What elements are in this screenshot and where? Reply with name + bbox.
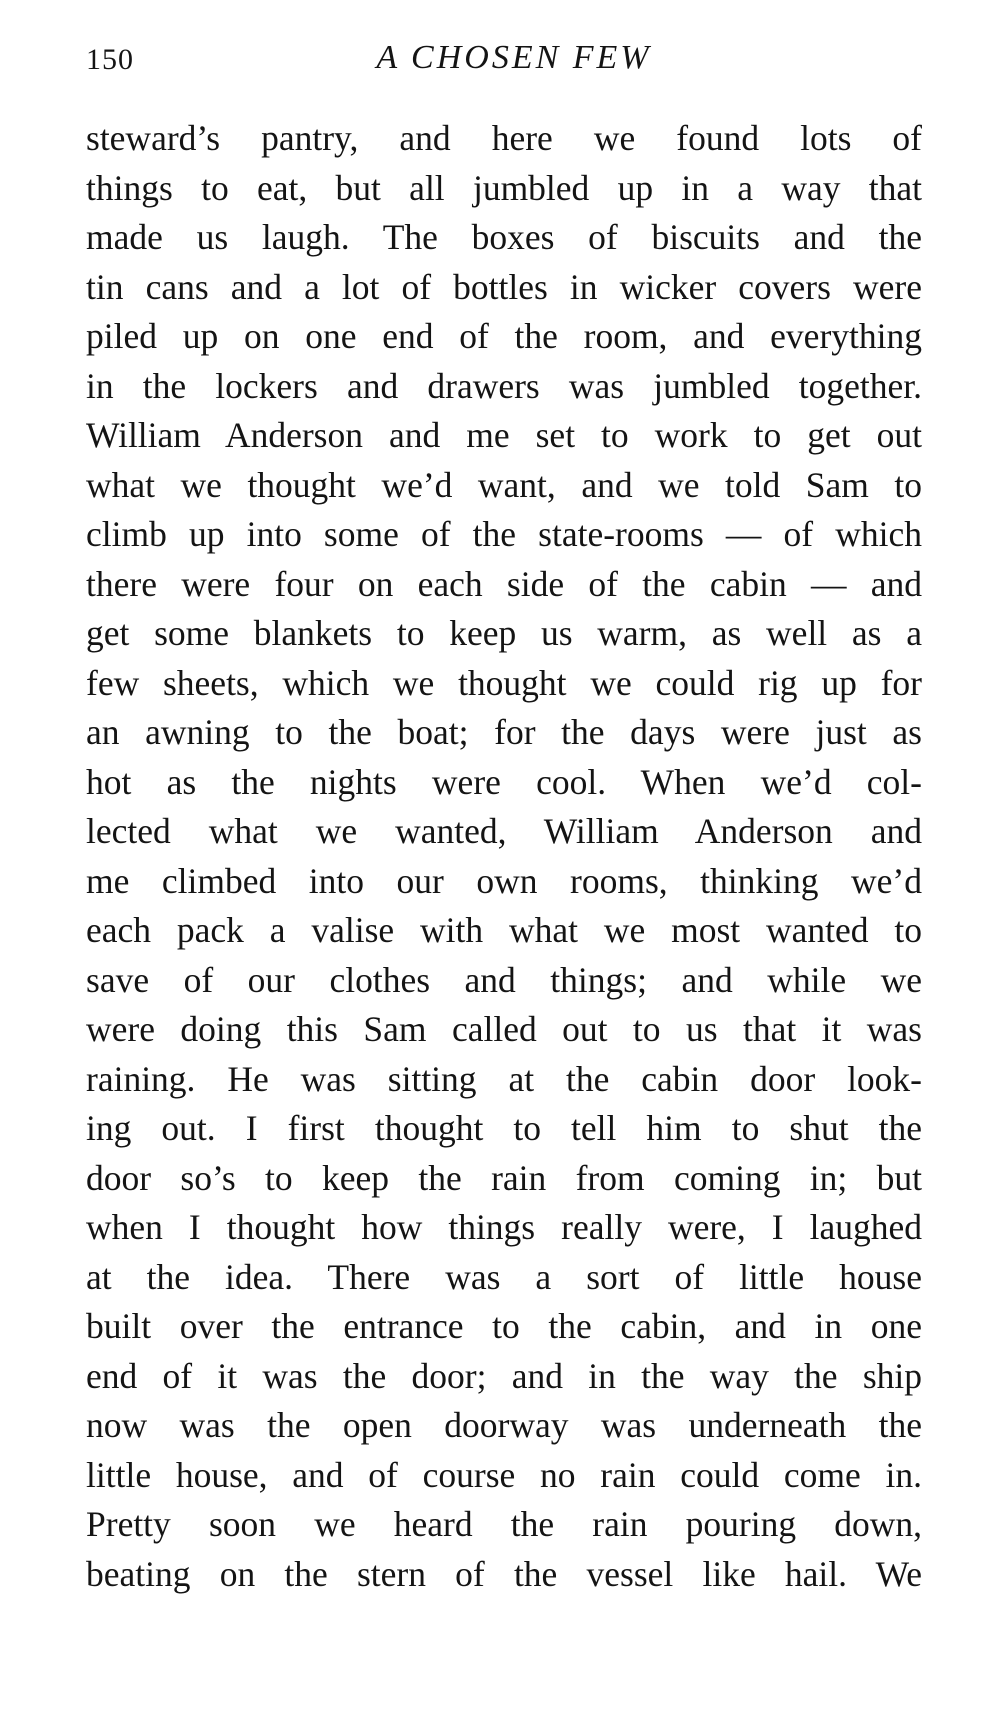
text-line: climb up into some of the state-rooms — of which (86, 514, 922, 554)
text-line: save of our clothes and things; and while we (86, 959, 922, 1000)
text-line: made us laugh. The boxes of biscuits and the (86, 217, 922, 257)
text-line: tin cans and a lot of bottles in wicker covers were (86, 266, 922, 307)
text-line: raining. He was sitting at the cabin door look- (86, 1058, 922, 1099)
text-line: hot as the nights were cool. When we’d col- (86, 761, 922, 802)
text-line: in the lockers and drawers was jumbled together. (86, 365, 922, 406)
text-line: door so’s to keep the rain from coming in; but (86, 1157, 922, 1198)
text-line: William Anderson and me set to work to get out (86, 415, 922, 455)
text-line: steward’s pantry, and here we found lots of (86, 118, 922, 158)
text-line: were doing this Sam called out to us that it was (86, 1009, 922, 1049)
text-line: what we thought we’d want, and we told Sam to (86, 464, 922, 505)
running-title: A CHOSEN FEW (376, 39, 652, 76)
text-line: when I thought how things really were, I laughed (86, 1207, 922, 1247)
text-line: get some blankets to keep us warm, as well as a (86, 613, 922, 653)
text-line: few sheets, which we thought we could rig up for (86, 662, 922, 703)
running-head (86, 36, 922, 86)
text-line: built over the entrance to the cabin, and in one (86, 1306, 922, 1346)
text-line: end of it was the door; and in the way the ship (86, 1355, 922, 1396)
text-line: beating on the stern of the vessel like hail. We (86, 1553, 922, 1594)
text-line: there were four on each side of the cabin — and (86, 563, 922, 604)
page-number: 150 (86, 43, 134, 76)
text-line: an awning to the boat; for the days were just as (86, 712, 922, 752)
text-line: ing out. I first thought to tell him to shut the (86, 1108, 922, 1148)
text-line: things to eat, but all jumbled up in a way that (86, 167, 922, 208)
text-line: now was the open doorway was underneath the (86, 1405, 922, 1445)
text-line: Pretty soon we heard the rain pouring down, (86, 1504, 922, 1544)
body-text (86, 114, 922, 1599)
text-line: each pack a valise with what we most wanted to (86, 910, 922, 950)
text-line: lected what we wanted, William Anderson and (86, 811, 922, 851)
text-line: at the idea. There was a sort of little house (86, 1256, 922, 1297)
text-line: piled up on one end of the room, and everything (86, 316, 922, 356)
text-line: me climbed into our own rooms, thinking we’d (86, 860, 922, 901)
text-line: little house, and of course no rain could come in. (86, 1454, 922, 1495)
